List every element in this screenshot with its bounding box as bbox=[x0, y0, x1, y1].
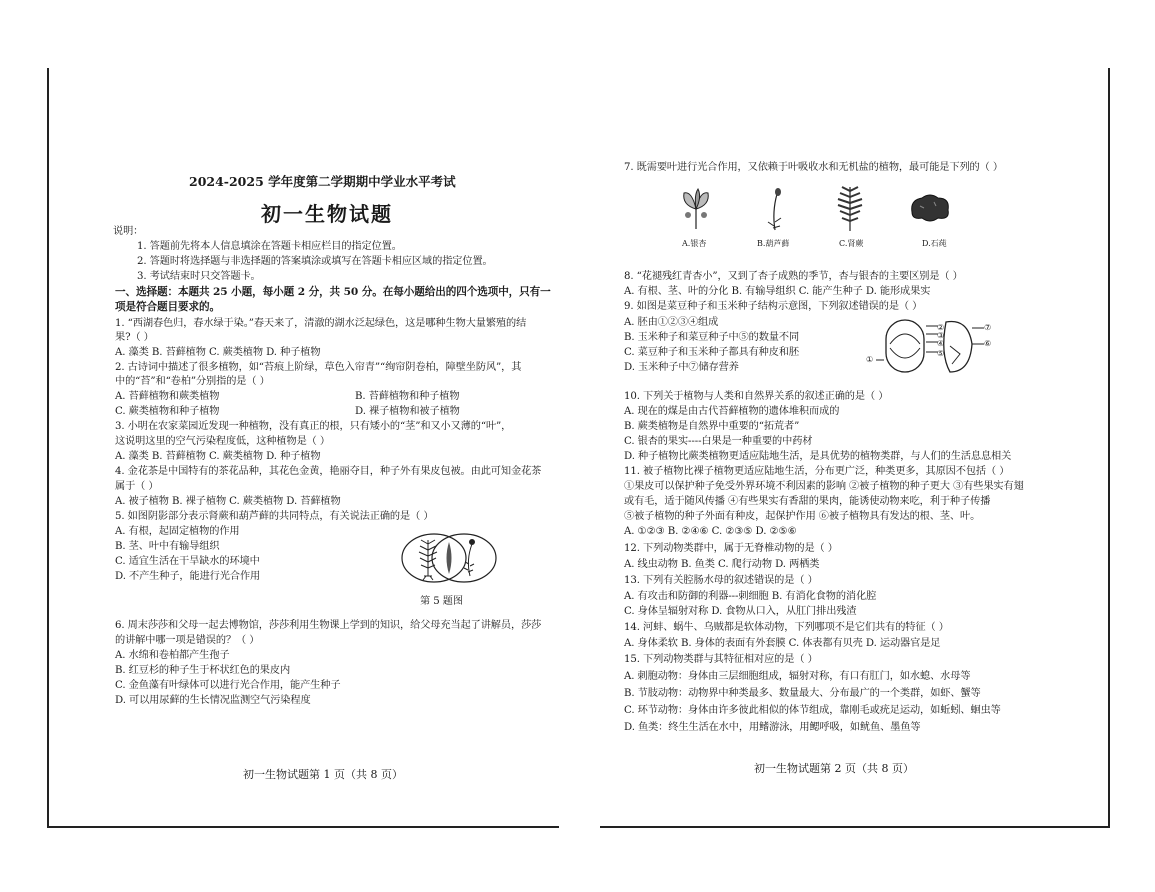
question-12-options: A. 线虫动物 B. 鱼类 C. 爬行动物 D. 两栖类 bbox=[624, 559, 820, 570]
question-10-option-d: D. 种子植物比蕨类植物更适应陆地生活，是具优势的植物类群，与人们的生活息息相关 bbox=[624, 451, 1012, 462]
question-5: 5. 如图阴影部分表示肾蕨和葫芦藓的共同特点，有关说法正确的是（ ） bbox=[115, 511, 434, 522]
question-13-options-cd: C. 身体呈辐射对称 D. 食物从口入，从肛门排出残渣 bbox=[624, 606, 857, 617]
question-13-options-ab: A. 有攻击和防御的利器---刺细胞 B. 有消化食物的消化腔 bbox=[624, 591, 877, 602]
question-14-options: A. 身体柔软 B. 身体的表面有外套膜 C. 体表都有贝壳 D. 运动器官是足 bbox=[624, 638, 941, 649]
question-7: 7. 既需要叶进行光合作用，又依赖于叶吸收水和无机盐的植物，最可能是下列的（ ） bbox=[624, 162, 1003, 173]
instructions-heading: 说明： bbox=[113, 226, 144, 237]
question-8: 8. “花褪残红青杏小”，又到了杏子成熟的季节，杏与银杏的主要区别是（ ） bbox=[624, 271, 963, 282]
question-5-option-d: D. 不产生种子，能进行光合作用 bbox=[115, 571, 261, 582]
question-15-option-a: A. 刺胞动物：身体由三层细胞组成，辐射对称，有口有肛门，如水螅、水母等 bbox=[624, 671, 971, 682]
section-heading-cont: 项是符合题目要求的。 bbox=[115, 301, 220, 313]
sea-lettuce-icon bbox=[908, 192, 952, 224]
page-1-footer: 初一生物试题第 1 页（共 8 页） bbox=[243, 768, 403, 781]
question-13: 13. 下列有关腔肠水母的叙述错误的是（ ） bbox=[624, 575, 818, 586]
question-4-options: A. 被子植物 B. 裸子植物 C. 蕨类植物 D. 苔藓植物 bbox=[115, 496, 341, 507]
question-15: 15. 下列动物类群与其特征相对应的是（ ） bbox=[624, 654, 818, 665]
question-2-option-b: B. 苔藓植物和种子植物 bbox=[355, 391, 460, 402]
fern-plant-icon bbox=[419, 540, 437, 580]
question-2-option-d: D. 裸子植物和被子植物 bbox=[355, 406, 460, 417]
question-4: 4. 金花茶是中国特有的茶花品种，其花色金黄，艳丽夺目，种子外有果皮包被。由此可知金花茶 bbox=[115, 466, 542, 477]
question-12: 12. 下列动物类群中，属于无脊椎动物的是（ ） bbox=[624, 543, 838, 554]
instruction-line: 2. 答题时将选择题与非选择题的答案填涂或填写在答题卡相应区域的指定位置。 bbox=[137, 256, 493, 267]
corn-seed-outline bbox=[944, 321, 972, 372]
question-9-option-d: D. 玉米种子中⑦储存营养 bbox=[624, 362, 739, 373]
q7-label-b: B.葫芦藓 bbox=[757, 239, 790, 248]
question-5-option-c: C. 适宜生活在干旱缺水的环境中 bbox=[115, 556, 260, 567]
question-14: 14. 河蚌、蜗牛、乌贼都是软体动物，下列哪项不是它们共有的特征（ ） bbox=[624, 622, 949, 633]
question-9-option-a: A. 胚由①②③④组成 bbox=[624, 317, 719, 328]
question-6-option-c: C. 金鱼藻有叶绿体可以进行光合作用，能产生种子 bbox=[115, 680, 341, 691]
subject-title: 初一生物试题 bbox=[261, 202, 393, 226]
question-1-cont: 果?（ ） bbox=[115, 332, 154, 343]
question-5-option-a: A. 有根，起固定植物的作用 bbox=[115, 526, 240, 537]
instruction-line: 1. 答题前先将本人信息填涂在答题卡相应栏目的指定位置。 bbox=[137, 241, 402, 252]
question-15-option-b: B. 节肢动物：动物界中种类最多、数量最大、分布最广的一个类群，如虾、蟹等 bbox=[624, 688, 981, 699]
question-3: 3. 小明在农家菜园近发现一种植物，没有真正的根，只有矮小的“茎”和又小又薄的“叶”， bbox=[115, 421, 512, 432]
seed-label-1: ① bbox=[866, 355, 874, 364]
question-5-option-b: B. 茎、叶中有输导组织 bbox=[115, 541, 220, 552]
ginkgo-plant-icon bbox=[676, 185, 716, 231]
figure-5-caption: 第 5 题图 bbox=[420, 596, 463, 607]
question-10-option-b: B. 蕨类植物是自然界中重要的“拓荒者” bbox=[624, 421, 800, 432]
seed-structure-figure bbox=[866, 314, 1002, 378]
question-2-cont: 中的“苔”和“卷柏”分别指的是（ ） bbox=[115, 376, 270, 387]
question-10-option-c: C. 银杏的果实----白果是一种重要的中药材 bbox=[624, 436, 813, 447]
question-3-cont: 这说明这里的空气污染程度低，这种植物是（ ） bbox=[115, 436, 330, 447]
funaria-moss-icon bbox=[760, 186, 790, 232]
q7-label-d: D.石莼 bbox=[922, 239, 947, 248]
instruction-line: 3. 考试结束时只交答题卡。 bbox=[137, 271, 261, 282]
question-1: 1. “西湖春色归，春水绿于染。”春天来了，清澈的湖水泛起绿色，这是哪种生物大量繁殖的结 bbox=[115, 318, 527, 329]
question-2: 2. 古诗词中描述了很多植物，如“苔痕上阶绿，草色入帘青”“绚帘阴卷柏，障壁坐防风”，其 bbox=[115, 362, 522, 373]
page-2-footer: 初一生物试题第 2 页（共 8 页） bbox=[754, 762, 914, 775]
question-2-option-a: A. 苔藓植物和蕨类植物 bbox=[115, 391, 220, 402]
question-11-options: A. ①②③ B. ②④⑥ C. ②③⑤ D. ②⑤⑥ bbox=[624, 526, 797, 537]
venn-right-circle bbox=[432, 534, 496, 582]
section-heading: 一、选择题：本题共 25 小题，每小题 2 分，共 50 分。在每小题给出的四个选项中，只有一 bbox=[115, 286, 551, 298]
question-11-statement-3: ⑤被子植物的种子外面有种皮，起保护作用 ⑥被子植物具有发达的根、茎、叶。 bbox=[624, 511, 981, 522]
seed-label-3: ③ bbox=[937, 331, 945, 340]
venn-left-circle bbox=[402, 534, 466, 582]
seed-label-2: ② bbox=[937, 323, 945, 332]
venn-overlap-shade bbox=[447, 542, 452, 574]
question-15-option-c: C. 环节动物：身体由许多彼此相似的体节组成，靠刚毛或疣足运动，如蚯蚓、蛔虫等 bbox=[624, 705, 1001, 716]
question-11: 11. 被子植物比裸子植物更适应陆地生活，分布更广泛，种类更多，其原因不包括（ ） bbox=[624, 466, 1010, 477]
question-10: 10. 下列关于植物与人类和自然界关系的叙述正确的是（ ） bbox=[624, 391, 889, 402]
question-2-option-c: C. 蕨类植物和种子植物 bbox=[115, 406, 220, 417]
seed-label-6: ⑥ bbox=[984, 339, 992, 348]
question-6-option-d: D. 可以用尿藓的生长情况监测空气污染程度 bbox=[115, 695, 311, 706]
question-9: 9. 如图是菜豆种子和玉米种子结构示意图，下列叙述错误的是（ ） bbox=[624, 301, 923, 312]
question-15-option-d: D. 鱼类：终生生活在水中，用鳍游泳，用鳃呼吸，如鱿鱼、墨鱼等 bbox=[624, 722, 921, 733]
question-6-option-a: A. 水绵和卷柏都产生孢子 bbox=[115, 650, 230, 661]
question-6-cont: 的讲解中哪一项是错误的？（ ） bbox=[115, 635, 260, 646]
bean-seed-outline bbox=[886, 320, 924, 372]
exam-header-title: 2024-2025 学年度第二学期期中学业水平考试 bbox=[189, 174, 456, 189]
question-8-options: A. 有根、茎、叶的分化 B. 有输导组织 C. 能产生种子 D. 能形成果实 bbox=[624, 286, 931, 297]
question-1-options: A. 藻类 B. 苔藓植物 C. 蕨类植物 D. 种子植物 bbox=[115, 347, 321, 358]
seed-label-4: ④ bbox=[937, 339, 945, 348]
question-6: 6. 周末莎莎和父母一起去博物馆，莎莎利用生物课上学到的知识，给父母充当起了讲解员，莎莎 bbox=[115, 620, 542, 631]
question-10-option-a: A. 现在的煤是由古代苔藓植物的遗体堆积而成的 bbox=[624, 406, 840, 417]
q7-label-a: A.银杏 bbox=[682, 239, 707, 248]
fern-frond-icon bbox=[832, 183, 868, 233]
seed-label-7: ⑦ bbox=[984, 323, 992, 332]
seed-label-5: ⑤ bbox=[937, 349, 945, 358]
question-9-option-b: B. 玉米种子和菜豆种子中⑤的数量不同 bbox=[624, 332, 800, 343]
question-4-cont: 属于（ ） bbox=[115, 481, 159, 492]
venn-diagram-figure bbox=[394, 530, 506, 590]
q7-label-c: C.肾蕨 bbox=[839, 239, 864, 248]
question-11-statement-1: ①果皮可以保护种子免受外界环境不利因素的影响 ②被子植物的种子更大 ③有些果实有翅 bbox=[624, 481, 1024, 492]
question-3-options: A. 藻类 B. 苔藓植物 C. 蕨类植物 D. 种子植物 bbox=[115, 451, 321, 462]
question-6-option-b: B. 红豆杉的种子生于杯状红色的果皮内 bbox=[115, 665, 291, 676]
exam-page-2 bbox=[600, 68, 1110, 828]
question-11-statement-2: 或有毛，适于随风传播 ④有些果实有香甜的果肉，能诱使动物来吃，利于种子传播 bbox=[624, 496, 991, 507]
question-9-option-c: C. 菜豆种子和玉米种子都具有种皮和胚 bbox=[624, 347, 800, 358]
exam-page-1 bbox=[47, 68, 559, 828]
